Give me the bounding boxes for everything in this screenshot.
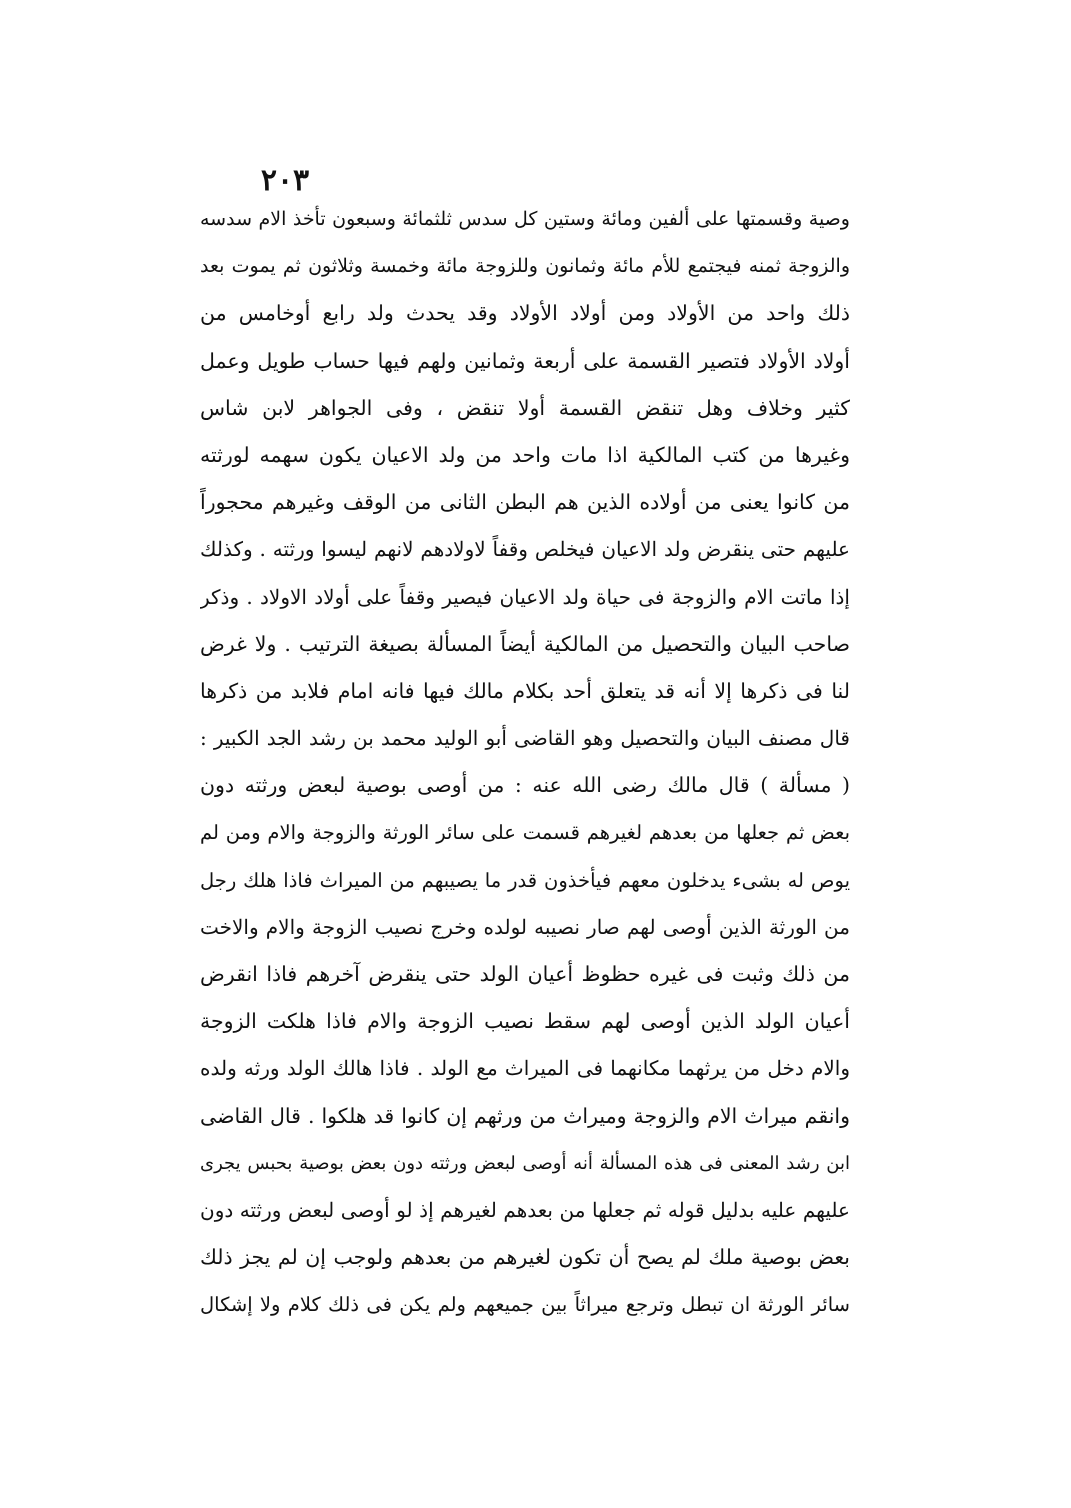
page-number: ٢٠٣ xyxy=(260,163,310,198)
text-line: وغيرها من كتب المالكية اذا مات واحد من ولد الاعيان يكون سهمه لورثته xyxy=(200,442,850,467)
text-line: إذا ماتت الام والزوجة فى حياة ولد الاعيان فيصير وقفاً على أولاد الاولاد . وذكر xyxy=(200,584,850,609)
text-line: من كانوا يعنى من أولاده الذين هم البطن الثانى من الوقف وغيرهم محجوراً xyxy=(200,490,850,515)
text-line: لنا فى ذكرها إلا أنه قد يتعلق أحد بكلام مالك فيها فانه امام فلابد من ذكرها xyxy=(200,678,850,703)
text-line: من الورثة الذين أوصى لهم صار نصيبه لولده وخرج نصيب الزوجة والام والاخت xyxy=(200,914,850,939)
text-line: بعض ثم جعلها من بعدهم لغيرهم قسمت على سائر الورثة والزوجة والام ومن لم xyxy=(200,821,850,845)
text-line: أولاد الأولاد فتصير القسمة على أربعة وثمانين ولهم فيها حساب طويل وعمل xyxy=(200,348,850,373)
text-line: والزوجة ثمنه فيجتمع للأم مائة وثمانون وللزوجة مائة وخمسة وثلاثون ثم يموت بعد xyxy=(200,255,850,278)
text-line: كثير وخلاف وهل تنقض القسمة أولا تنقض ، وفى الجواهر لابن شاس xyxy=(200,395,850,420)
text-line: بعض بوصية ملك لم يصح أن تكون لغيرهم من بعدهم ولوجب إن لم يجز ذلك xyxy=(200,1245,850,1270)
text-line: صاحب البيان والتحصيل من المالكية أيضاً المسألة بصيغة الترتيب . ولا غرض xyxy=(200,631,850,656)
text-line: من ذلك وثبت فى غيره حظوظ أعيان الولد حتى ينقرض آخرهم فاذا انقرض xyxy=(200,962,850,986)
text-line: وانقم ميراث الام والزوجة وميراث من ورثهم إن كانوا قد هلكوا . قال القاضى xyxy=(200,1103,850,1128)
text-line: سائر الورثة ان تبطل وترجع ميراثاً بين جميعهم ولم يكن فى ذلك كلام ولا إشكال xyxy=(200,1293,850,1317)
text-line: ابن رشد المعنى فى هذه المسألة أنه أوصى لبعض ورثته دون بعض بوصية بحبس يجرى xyxy=(200,1152,850,1174)
text-line: قال مصنف البيان والتحصيل وهو القاضى أبو الوليد محمد بن رشد الجد الكبير : xyxy=(200,726,850,751)
text-line: يوص له بشىء يدخلون معهم فيأخذون قدر ما يصيبهم من الميراث فاذا هلك رجل xyxy=(200,868,850,892)
text-line: والام دخل من يرثهما مكانهما فى الميراث مع الولد . فاذا هالك الولد ورثه ولده xyxy=(200,1056,850,1081)
text-line: وصية وقسمتها على ألفين ومائة وستين كل سدس ثلثمائة وسبعون تأخذ الام سدسه xyxy=(200,208,850,230)
body-text xyxy=(200,196,850,1329)
text-line: عليهم عليه بدليل قوله ثم جعلها من بعدهم لغيرهم إذ لو أوصى لبعض ورثته دون xyxy=(200,1197,850,1222)
text-line: ذلك واحد من الأولاد ومن أولاد الأولاد وقد يحدث ولد رابع أوخامس من xyxy=(200,301,850,326)
text-line: ( مسألة ) قال مالك رضى الله عنه : من أوصى بوصية لبعض ورثته دون xyxy=(200,773,850,798)
text-line: أعيان الولد الذين أوصى لهم سقط نصيب الزوجة والام فاذا هلكت الزوجة xyxy=(200,1009,850,1034)
text-line: عليهم حتى ينقرض ولد الاعيان فيخلص وقفاً لاولادهم لانهم ليسوا ورثته . وكذلك xyxy=(200,537,850,562)
